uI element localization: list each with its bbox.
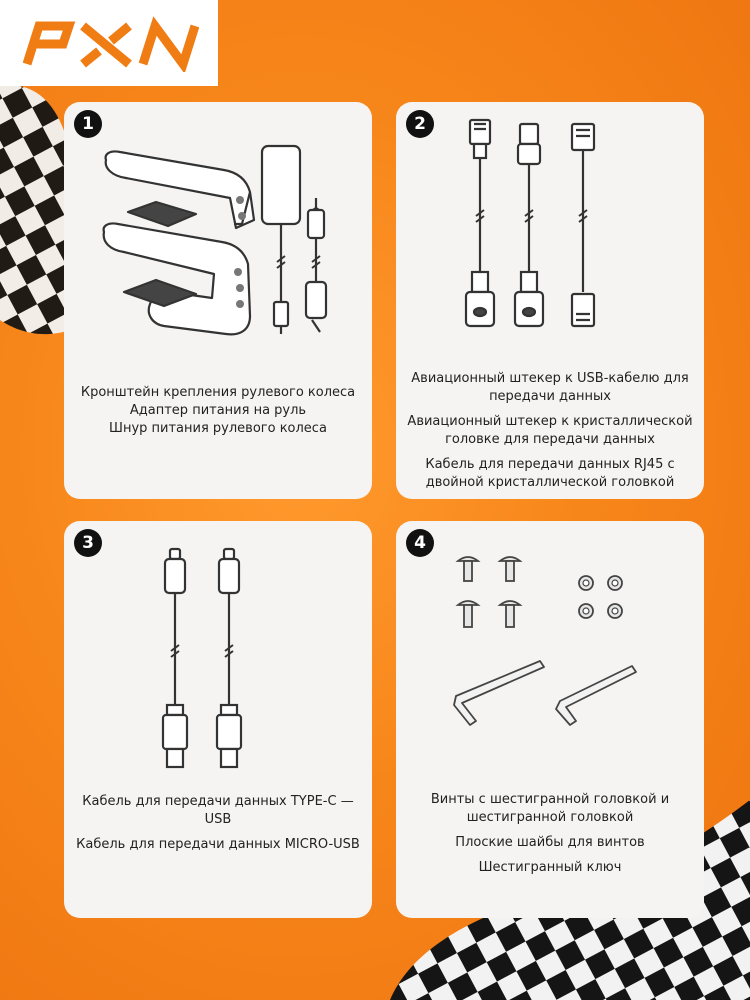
usb-cables-illustration [64, 521, 372, 781]
panel-4 [396, 521, 704, 918]
caption-aviation-usb-cable: Авиационный штекер к USB-кабелю для передачи данных [411, 371, 689, 404]
panel-3 [64, 521, 372, 918]
caption-aviation-crystal-cable: Авиационный штекер к кристаллической головке для передачи данных [407, 414, 693, 447]
caption-hex-key: Шестигранный ключ [478, 860, 622, 875]
caption-type-c-cable: Кабель для передачи данных TYPE-C — USB [82, 794, 354, 827]
caption-power-adapter: Адаптер питания на руль [129, 403, 307, 418]
panel-number: 3 [74, 529, 102, 557]
panel-captions [404, 370, 696, 492]
screws-washers-hex-keys-illustration [396, 521, 704, 781]
caption-wheel-clamp: Кронштейн крепления рулевого колеса [80, 385, 356, 400]
panel-1 [64, 102, 372, 499]
pxn-logo [19, 14, 199, 72]
caption-flat-washers: Плоские шайбы для винтов [455, 835, 645, 850]
panel-number: 1 [74, 110, 102, 138]
caption-micro-usb-cable: Кабель для передачи данных MICRO-USB [76, 837, 360, 852]
caption-hex-screws: Винты с шестигранной головкой и шестигранной головкой [430, 792, 670, 825]
panel-captions [72, 793, 364, 854]
caption-rj45-cable: Кабель для передачи данных RJ45 с двойной кристаллической головкой [425, 457, 675, 490]
panel-2 [396, 102, 704, 499]
panel-number: 2 [406, 110, 434, 138]
panel-captions [404, 791, 696, 877]
caption-power-cord: Шнур питания рулевого колеса [109, 421, 327, 436]
panel-captions [72, 384, 364, 438]
wheel-clamp-and-power-adapter-illustration [64, 102, 372, 362]
panel-number: 4 [406, 529, 434, 557]
brand-logo-box [0, 0, 218, 86]
data-cables-illustration [396, 102, 704, 362]
